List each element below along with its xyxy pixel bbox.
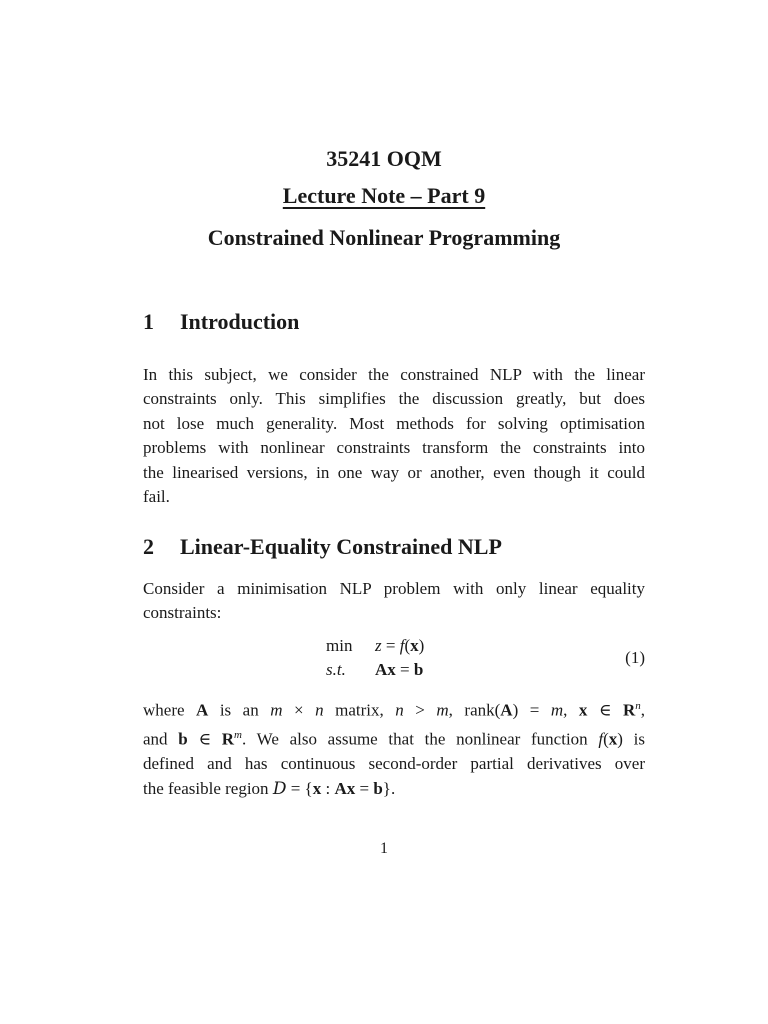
- in-sign: ∈: [187, 729, 222, 749]
- vec-x: x: [608, 729, 618, 749]
- vec-b: b: [178, 729, 188, 749]
- page-number: 1: [380, 840, 388, 857]
- text: matrix,: [323, 700, 396, 720]
- text: is an: [208, 700, 271, 720]
- paragraph-line: problems with nonlinear constraints transform the constraints into: [143, 438, 645, 458]
- text: . We also assume that the nonlinear function: [241, 729, 599, 749]
- reals: R: [622, 700, 636, 720]
- section-number: 2: [143, 534, 154, 559]
- text: ,: [640, 700, 646, 720]
- paragraph-line: [143, 777, 645, 801]
- eq-sign: =: [355, 778, 374, 798]
- paragraph-line: fail.: [143, 487, 170, 507]
- reals: R: [221, 729, 235, 749]
- section-number: 1: [143, 309, 154, 334]
- text: the feasible region: [143, 778, 273, 798]
- paragraph-line: In this subject, we consider the constrained NLP with the linear: [143, 365, 645, 384]
- paragraph-line: the linearised versions, in one way or another, even though it could: [143, 462, 645, 482]
- paren-close: ): [418, 636, 425, 655]
- exponent-n: n: [635, 700, 641, 712]
- equation-constraint: [375, 660, 423, 680]
- paragraph-line: constraints only. This simplifies the discussion greatly, but does: [143, 389, 645, 409]
- var-m: m: [550, 700, 564, 720]
- section-title: Introduction: [180, 309, 300, 334]
- eq-sign: =: [395, 660, 414, 679]
- func-f: f: [399, 636, 405, 655]
- text: }.: [382, 778, 396, 798]
- paren-open: (: [404, 636, 411, 655]
- vec-x: x: [578, 700, 588, 720]
- paragraph-line: constraints:: [143, 603, 222, 623]
- text: , rank(: [448, 700, 501, 720]
- text: (: [603, 729, 609, 749]
- mat-ax: Ax: [375, 660, 396, 679]
- paragraph-line: [143, 723, 645, 752]
- text: where: [143, 700, 197, 720]
- exponent-m: m: [234, 729, 242, 742]
- introduction-paragraph: [143, 363, 645, 509]
- section-heading-introduction: [143, 309, 299, 335]
- mat-a: A: [500, 700, 513, 720]
- var-n: n: [315, 700, 324, 720]
- equation-objective: [375, 636, 424, 656]
- equation-min-label: min: [326, 636, 353, 655]
- paragraph-line: Consider a minimisation NLP problem with only linear equality: [143, 579, 645, 598]
- document-title: Constrained Nonlinear Programming: [207, 225, 561, 250]
- mat-a: A: [196, 700, 209, 720]
- eq-sign: =: [381, 636, 400, 655]
- var-m: m: [436, 700, 449, 720]
- func-f: f: [598, 729, 604, 749]
- times-sign: ×: [282, 700, 316, 720]
- equation-row-constraint: [143, 660, 645, 684]
- equation-st-label: s.t.: [326, 660, 346, 679]
- lecture-subtitle-text: Lecture Note – Part 9: [282, 183, 486, 208]
- paragraph-line: not lose much generality. Most methods for solving optimisation: [143, 413, 645, 433]
- var-n: n: [395, 700, 404, 720]
- vec-b: b: [413, 660, 424, 679]
- section2-intro-paragraph: [143, 577, 645, 626]
- text: = {: [286, 778, 313, 798]
- gt-sign: >: [403, 700, 437, 720]
- paragraph-line: [143, 694, 645, 723]
- vec-x: x: [410, 636, 419, 655]
- mat-ax: Ax: [334, 778, 356, 798]
- var-m: m: [270, 700, 283, 720]
- text: ) =: [512, 700, 551, 720]
- section-heading-linear-equality: [143, 534, 502, 560]
- vec-x: x: [312, 778, 322, 798]
- text: :: [321, 778, 335, 798]
- var-z: z: [375, 636, 382, 655]
- equation-number: (1): [625, 648, 645, 667]
- vec-b: b: [373, 778, 383, 798]
- in-sign: ∈: [587, 700, 623, 720]
- lecture-subtitle: [0, 183, 768, 209]
- equation-row-objective: [143, 636, 645, 660]
- course-code: 35241 OQM: [326, 146, 442, 171]
- equation-1: [143, 634, 645, 686]
- section-title: Linear-Equality Constrained NLP: [180, 534, 502, 559]
- paragraph-line: defined and has continuous second-order partial derivatives over: [143, 754, 645, 774]
- set-d: D: [272, 778, 287, 799]
- section2-definition-paragraph: [143, 694, 645, 801]
- text: ,: [563, 700, 579, 720]
- text: ) is: [617, 729, 646, 749]
- text: and: [143, 729, 179, 749]
